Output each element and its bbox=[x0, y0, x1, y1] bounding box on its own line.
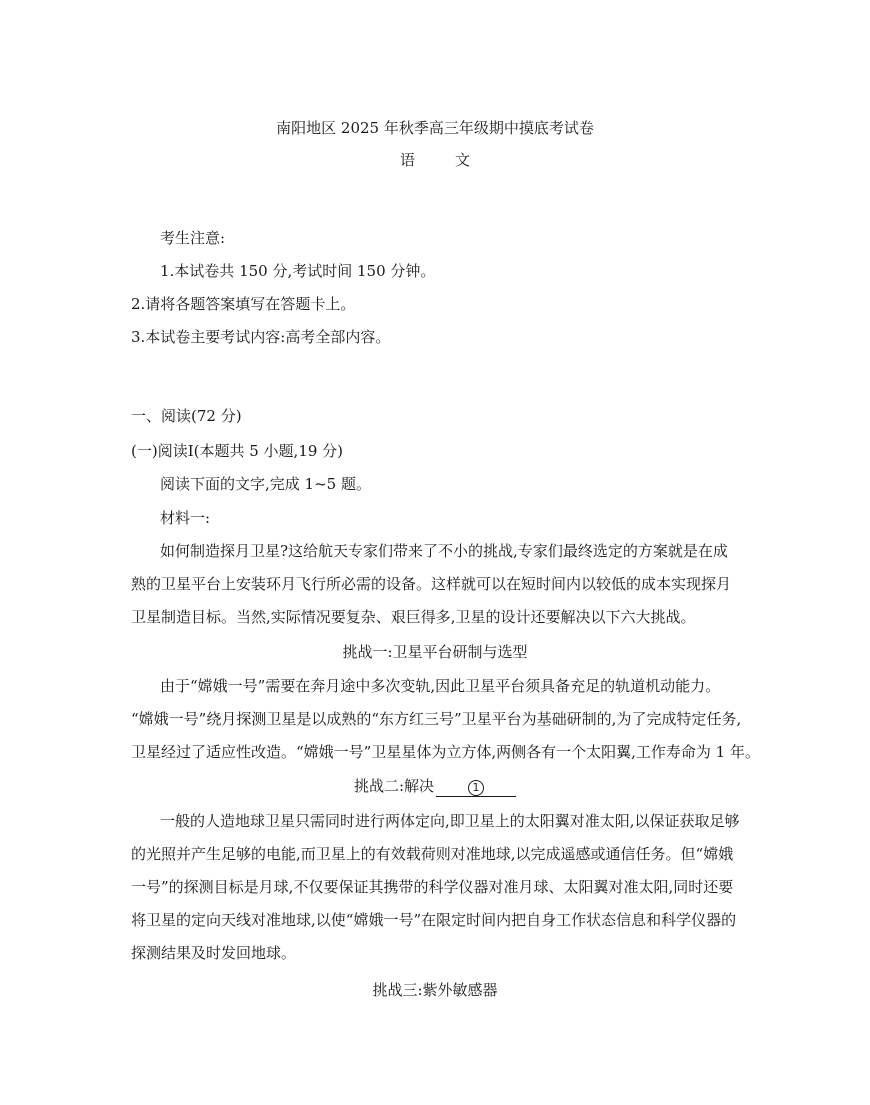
challenge-1-line-2: “嫦娥一号”绕月探测卫星是以成熟的“东方红三号”卫星平台为基础研制的,为了完成特定任务, bbox=[131, 710, 742, 728]
answer-blank bbox=[436, 777, 516, 797]
exam-title: 南阳地区 2025 年秋季高三年级期中摸底考试卷 bbox=[276, 119, 594, 137]
challenge-1-title: 挑战一:卫星平台研制与选型 bbox=[342, 643, 528, 661]
section-sub-heading: (一)阅读I(本题共 5 小题,19 分) bbox=[131, 442, 344, 460]
challenge-2-line-3: 一号”的探测目标是月球,不仅要保证其携带的科学仪器对准月球、太阳翼对准太阳,同时还要 bbox=[131, 878, 734, 896]
notice-item-2: 2.请将各题答案填写在答题卡上。 bbox=[131, 295, 356, 313]
blank-number-marker: 1 bbox=[468, 780, 484, 796]
section-instruction: 阅读下面的文字,完成 1~5 题。 bbox=[160, 475, 371, 493]
challenge-2-line-4: 将卫星的定向天线对准地球,以使“嫦娥一号”在限定时间内把自身工作状态信息和科学仪器的 bbox=[131, 911, 737, 929]
intro-line-2: 熟的卫星平台上安装环月飞行所必需的设备。这样就可以在短时间内以较低的成本实现探月 bbox=[131, 575, 732, 593]
intro-line-3: 卫星制造目标。当然,实际情况要复杂、艰巨得多,卫星的设计还要解决以下六大挑战。 bbox=[131, 608, 696, 626]
notice-heading: 考生注意: bbox=[160, 229, 226, 247]
challenge-1-line-3: 卫星经过了适应性改造。“嫦娥一号”卫星星体为立方体,两侧各有一个太阳翼,工作寿命为 1 年。 bbox=[131, 743, 760, 761]
section-heading: 一、阅读(72 分) bbox=[131, 407, 242, 425]
challenge-2-title-text: 挑战二:解决 bbox=[353, 777, 435, 795]
challenge-2-line-5: 探测结果及时发回地球。 bbox=[131, 944, 297, 962]
subject-char-1: 语 bbox=[399, 151, 415, 169]
subject-title bbox=[0, 150, 870, 170]
notice-item-1: 1.本试卷共 150 分,考试时间 150 分钟。 bbox=[160, 262, 436, 280]
notice-item-3: 3.本试卷主要考试内容:高考全部内容。 bbox=[131, 328, 391, 346]
subject-char-2: 文 bbox=[455, 151, 471, 169]
material-label: 材料一: bbox=[160, 509, 211, 527]
intro-line-1: 如何制造探月卫星?这给航天专家们带来了不小的挑战,专家们最终选定的方案就是在成 bbox=[160, 542, 728, 560]
challenge-2-line-2: 的光照并产生足够的电能,而卫星上的有效载荷则对准地球,以完成遥感或通信任务。但“嫦娥 bbox=[131, 845, 734, 863]
challenge-3-title: 挑战三:紫外敏感器 bbox=[372, 981, 498, 999]
challenge-2-title bbox=[0, 776, 870, 797]
challenge-2-line-1: 一般的人造地球卫星只需同时进行两体定向,即卫星上的太阳翼对准太阳,以保证获取足够 bbox=[160, 812, 740, 830]
challenge-1-line-1: 由于“嫦娥一号”需要在奔月途中多次变轨,因此卫星平台须具备充足的轨道机动能力。 bbox=[160, 677, 721, 695]
